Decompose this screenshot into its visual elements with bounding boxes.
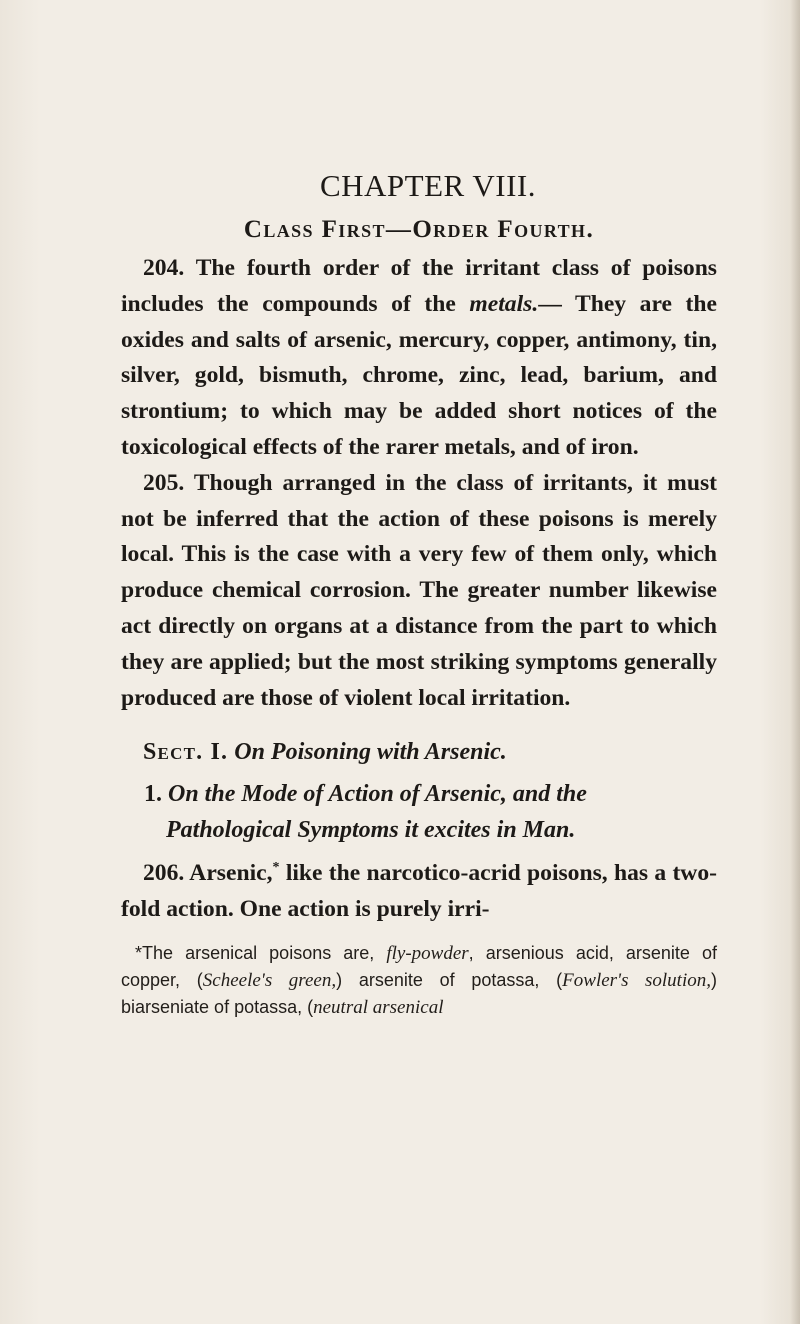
paragraph-word: Arsenic, [189, 860, 273, 887]
paragraph-206 [121, 856, 717, 928]
subsection-number: 1. [144, 781, 162, 808]
paragraph-number: 204. [143, 255, 185, 281]
paragraph-text: Though arranged in the class of irritants, it must not be inferred that the action of these poisons is merely local. This is the case with a very few of them only, which produce chemical corrosion. The greater number likewise act directly on organs at a distance from the part to which they are applied; but the most striking symptoms generally produced are those of violent local irritation. [121, 469, 717, 711]
section-title: On Poisoning with Arsenic. [234, 739, 507, 766]
text-column [121, 168, 717, 1021]
footnote-text: , arsenious acid, arsenite of copper, ( [121, 942, 717, 990]
section-heading [143, 734, 717, 770]
paragraph-text: — They are the oxides and salts of arsenic, mercury, copper, antimony, tin, silver, gold, bismuth, chrome, zinc, lead, barium, and strontium; to which may be added short notices of the toxicological effects of the rarer metals, and of iron. [121, 290, 717, 460]
footnote-emphasis: Fowler's solution, [562, 969, 711, 991]
paragraph-number: 206. [143, 860, 185, 887]
footnote-marker: * [272, 860, 280, 876]
subsection-title: On the Mode of Action of Arsenic, and the Pathological Symptoms it excites in Man. [166, 781, 587, 844]
footnote-text: The arsenical poisons are, [142, 942, 387, 963]
emphasis-metals: metals. [469, 290, 539, 317]
footnote-text: ) biarseniate of potassa, ( [121, 969, 717, 1017]
footnote-emphasis: Scheele's green, [202, 969, 337, 991]
footnote [121, 940, 717, 1021]
footnote-emphasis: neutral arsenical [313, 996, 444, 1018]
paragraph-204 [121, 251, 717, 466]
paragraph-205 [121, 466, 717, 717]
footnote-emphasis: fly-powder [386, 942, 469, 964]
class-order-heading: Class First—Order Fourth. [243, 216, 595, 243]
footnote-marker: * [135, 942, 143, 963]
page-edge-shadow [790, 0, 800, 1324]
chapter-title: CHAPTER VIII. [319, 168, 537, 203]
paragraph-number: 205. [143, 469, 185, 496]
paragraph-text: The fourth order of the irritant class of poisons includes the compounds of the [121, 255, 717, 317]
section-label: Sect. I. [143, 739, 229, 766]
paragraph-text: like the narcotico-acrid poisons, has a two-fold action. One action is purely irri- [121, 860, 717, 923]
footnote-text: ) arsenite of potassa, ( [336, 969, 563, 990]
subsection-heading [121, 776, 717, 848]
